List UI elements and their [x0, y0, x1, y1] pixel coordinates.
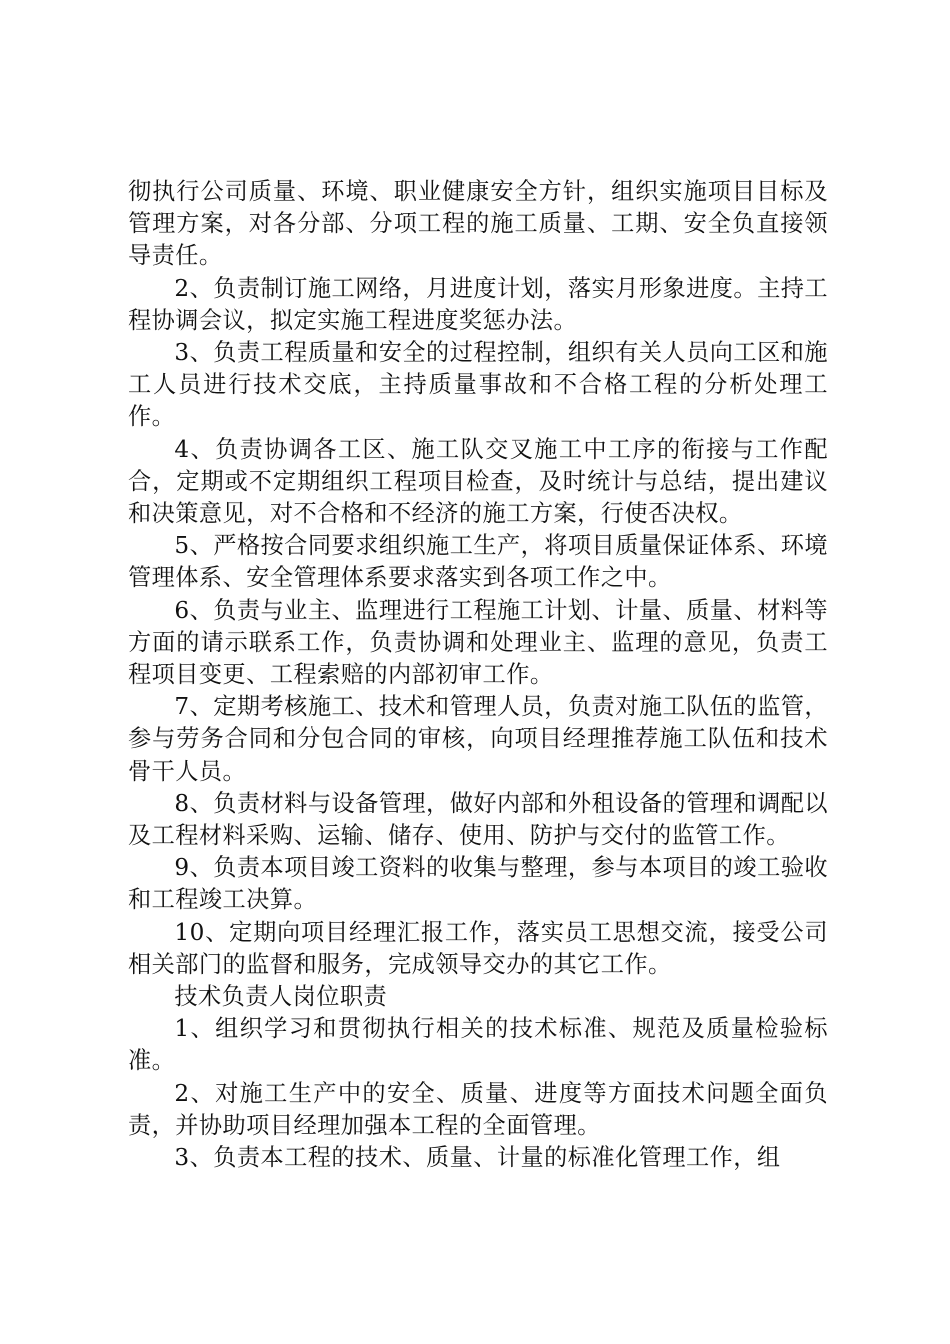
section-paragraph-3: 3、负责本工程的技术、质量、计量的标准化管理工作，组: [174, 1144, 781, 1172]
section-paragraph-2: 2、对施工生产中的安全、质量、进度等方面技术问题全面负责，并协助项目经理加强本工程的全面管理。: [128, 1079, 828, 1139]
paragraph-continuation: 彻执行公司质量、环境、职业健康安全方针，组织实施项目目标及管理方案，对各分部、分项工程的施工质量、工期、安全负直接领导责任。: [128, 178, 828, 270]
section-paragraph-1: 1、组织学习和贯彻执行相关的技术标准、规范及质量检验标准。: [128, 1015, 828, 1075]
paragraph-item-3: 3、负责工程质量和安全的过程控制，组织有关人员向工区和施工人员进行技术交底，主持质量事故和不合格工程的分析处理工作。: [128, 339, 828, 431]
section-heading: 技术负责人岗位职责: [174, 983, 388, 1011]
paragraph-item-2: 2、负责制订施工网络，月进度计划，落实月形象进度。主持工程协调会议，拟定实施工程进度奖惩办法。: [128, 274, 828, 334]
paragraph-item-10: 10、定期向项目经理汇报工作，落实员工思想交流，接受公司相关部门的监督和服务，完成领导交办的其它工作。: [128, 918, 828, 978]
document-page: [128, 176, 828, 1174]
paragraph-item-7: 7、定期考核施工、技术和管理人员，负责对施工队伍的监管，参与劳务合同和分包合同的审核，向项目经理推荐施工队伍和技术骨干人员。: [128, 693, 828, 785]
paragraph-item-8: 8、负责材料与设备管理，做好内部和外租设备的管理和调配以及工程材料采购、运输、储存、使用、防护与交付的监管工作。: [128, 789, 828, 850]
paragraph-item-6: 6、负责与业主、监理进行工程施工计划、计量、质量、材料等方面的请示联系工作，负责协调和处理业主、监理的意见，负责工程项目变更、工程索赔的内部初审工作。: [128, 596, 828, 689]
paragraph-item-5: 5、严格按合同要求组织施工生产，将项目质量保证体系、环境管理体系、安全管理体系要求落实到各项工作之中。: [128, 532, 828, 592]
paragraph-item-4: 4、负责协调各工区、施工队交叉施工中工序的衔接与工作配合，定期或不定期组织工程项目检查，及时统计与总结，提出建议和决策意见，对不合格和不经济的施工方案，行使否决权。: [128, 435, 828, 528]
paragraph-item-9: 9、负责本项目竣工资料的收集与整理，参与本项目的竣工验收和工程竣工决算。: [128, 854, 828, 914]
